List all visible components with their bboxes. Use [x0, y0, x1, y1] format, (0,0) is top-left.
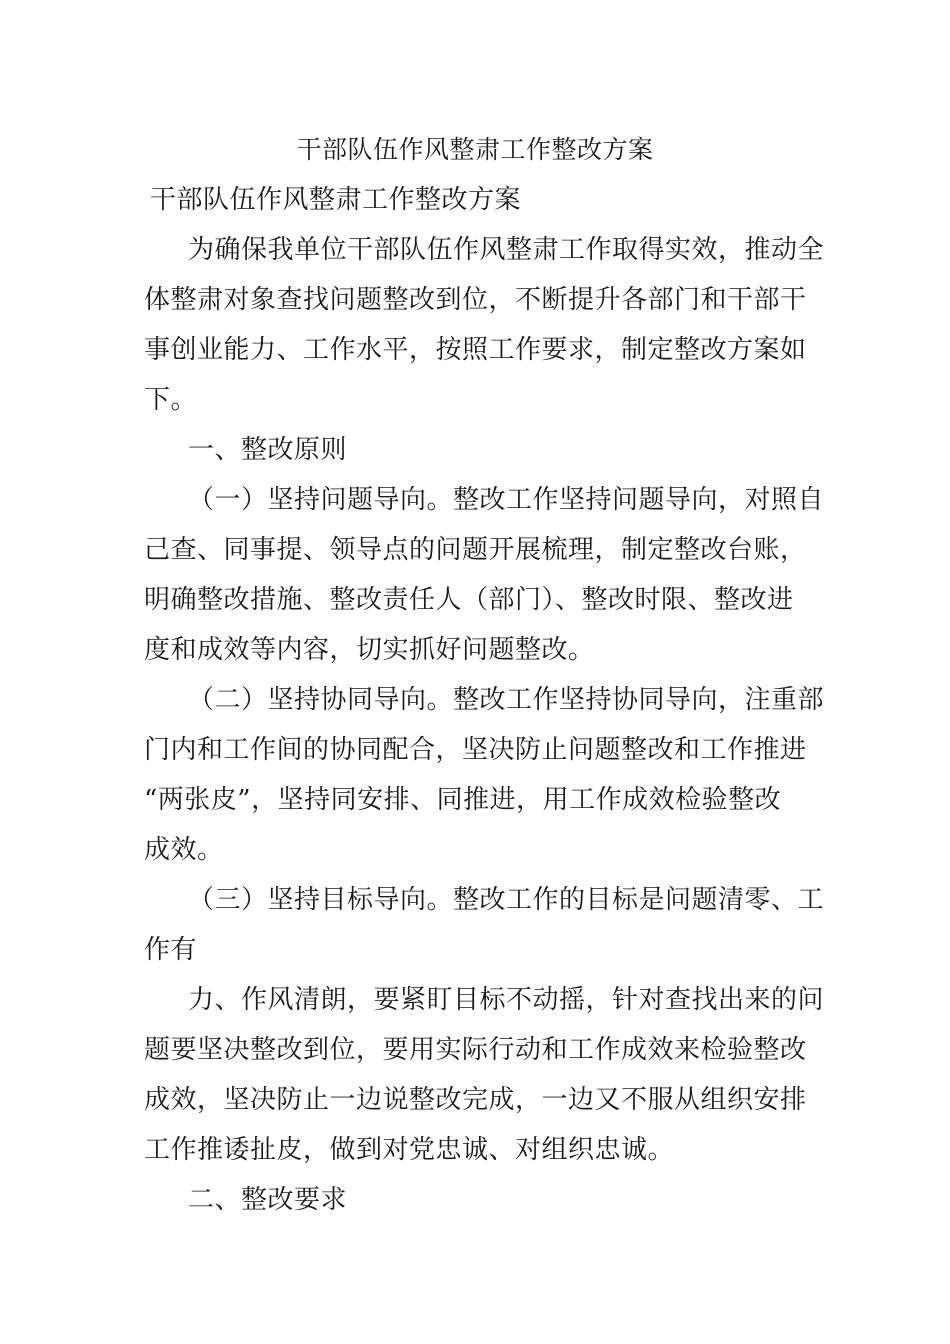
paragraph-line: 门内和工作间的协同配合，坚决防止问题整改和工作推进: [144, 735, 807, 765]
paragraph-line: （二）坚持协同导向。整改工作坚持协同导向，注重部: [188, 685, 825, 715]
paragraph-line: （三）坚持目标导向。整改工作的目标是问题清零、工: [188, 885, 825, 915]
paragraph-line: 为确保我单位干部队伍作风整肃工作取得实效，推动全: [188, 235, 825, 265]
paragraph-line: 下。: [144, 385, 198, 415]
paragraph-line: 明确整改措施、整改责任人（部门）、整改时限、整改进: [144, 585, 794, 615]
paragraph-line: 成效，坚决防止一边说整改完成，一边又不服从组织安排: [144, 1085, 807, 1115]
paragraph-line: （一）坚持问题导向。整改工作坚持问题导向，对照自: [188, 485, 825, 515]
paragraph-line: 体整肃对象查找问题整改到位，不断提升各部门和干部干: [144, 285, 807, 315]
document-subtitle: 干部队伍作风整肃工作整改方案: [150, 185, 522, 215]
paragraph-line: 力、作风清朗，要紧盯目标不动摇，针对查找出来的问: [188, 985, 825, 1015]
paragraph-line: 作有: [144, 935, 198, 965]
section-heading: 二、整改要求: [188, 1185, 348, 1215]
paragraph-line: 己查、同事提、领导点的问题开展梳理，制定整改台账，: [144, 535, 807, 565]
paragraph-line: 成效。: [144, 835, 224, 865]
section-heading: 一、整改原则: [188, 435, 348, 465]
page-title: 干部队伍作风整肃工作整改方案: [296, 135, 654, 164]
paragraph-line: “两张皮”，坚持同安排、同推进，用工作成效检验整改: [144, 785, 782, 815]
paragraph-line: 事创业能力、工作水平，按照工作要求，制定整改方案如: [144, 335, 807, 365]
paragraph-line: 度和成效等内容，切实抓好问题整改。: [144, 635, 595, 665]
paragraph-line: 工作推诿扯皮，做到对党忠诚、对组织忠诚。: [144, 1135, 675, 1165]
paragraph-line: 题要坚决整改到位，要用实际行动和工作成效来检验整改: [144, 1035, 807, 1065]
